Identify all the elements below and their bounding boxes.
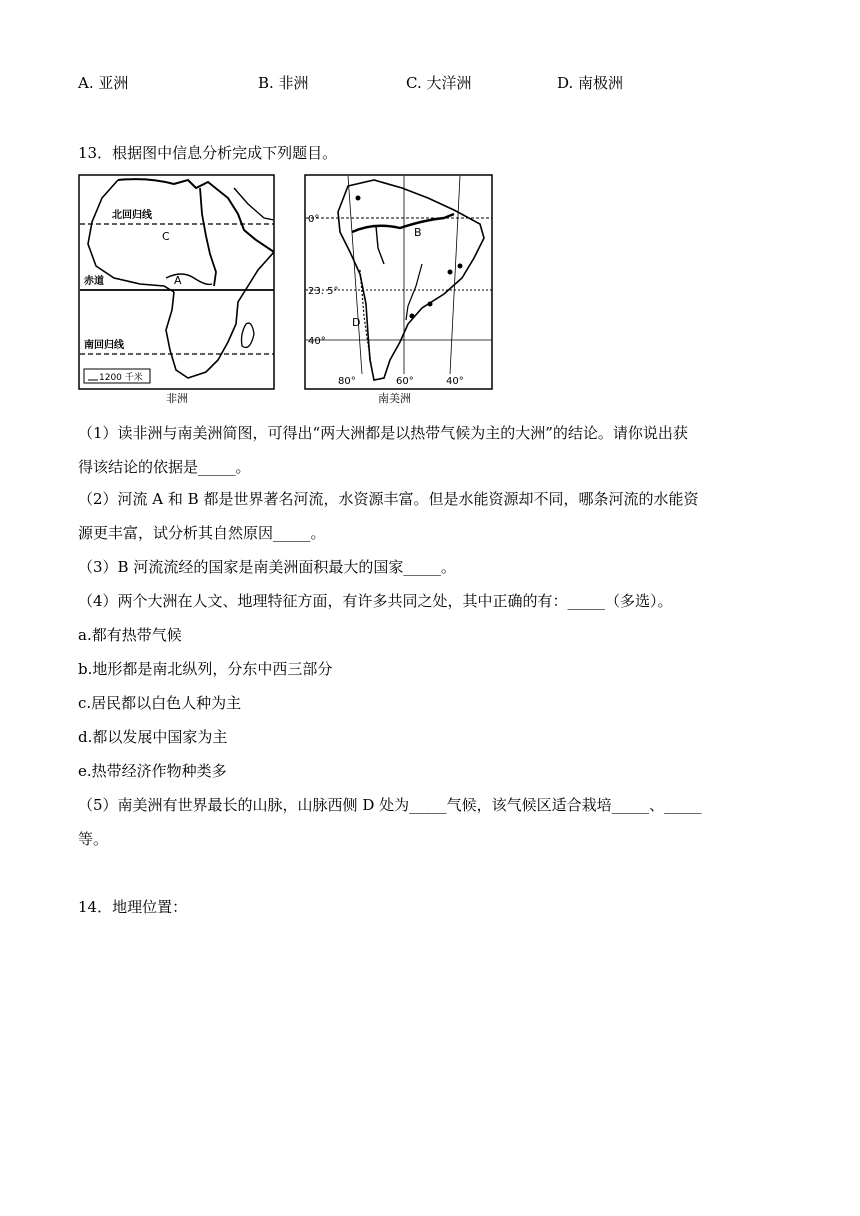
label-b: B	[414, 226, 422, 239]
tropic-south-label: 南回归线	[84, 340, 124, 351]
q13-choice-a[interactable]: a.都有热带气候	[78, 626, 182, 644]
lon-60-label: 60°	[396, 376, 414, 387]
q13-choice-b[interactable]: b.地形都是南北纵列，分东中西三部分	[78, 660, 333, 678]
q13-sub5: （5）南美洲有世界最长的山脉，山脉西侧 D 处为_____气候，该气候区适合栽培_____、_____	[78, 796, 702, 814]
equator-label: 赤道	[84, 276, 104, 287]
option-a[interactable]: A. 亚洲	[78, 74, 129, 92]
scale-label: 1200 千米	[99, 373, 143, 383]
q13-choice-e[interactable]: e.热带经济作物种类多	[78, 762, 227, 780]
lat-40-label: 40°	[308, 336, 326, 347]
q13-choice-c[interactable]: c.居民都以白色人种为主	[78, 694, 242, 712]
q13-sub2: （2）河流 A 和 B 都是世界著名河流，水资源丰富。但是水能资源却不同，哪条河流的水能资	[78, 490, 699, 508]
south-america-map	[304, 174, 494, 406]
africa-map-figure	[78, 174, 276, 390]
south-america-caption: 南美洲	[378, 392, 411, 405]
africa-caption: 非洲	[166, 392, 188, 405]
q12-options	[78, 72, 778, 94]
lat-0-label: 0°	[308, 214, 320, 225]
option-d[interactable]: D. 南极洲	[557, 74, 624, 92]
q13-sub3: （3）B 河流流经的国家是南美洲面积最大的国家_____。	[78, 558, 456, 576]
q13-maps	[78, 174, 498, 406]
q13-sub2-cont: 源更丰富，试分析其自然原因_____。	[78, 524, 326, 542]
option-b[interactable]: B. 非洲	[258, 74, 309, 92]
label-c: C	[162, 230, 170, 243]
south-america-map-figure	[304, 174, 494, 390]
label-d: D	[352, 316, 361, 329]
q13-choice-d[interactable]: d.都以发展中国家为主	[78, 728, 228, 746]
q13-sub1: （1）读非洲与南美洲简图，可得出“两大洲都是以热带气候为主的大洲”的结论。请你说出获	[78, 424, 688, 442]
africa-map	[78, 174, 276, 406]
q13-sub5-cont: 等。	[78, 830, 109, 848]
q13-title: 13．根据图中信息分析完成下列题目。	[78, 144, 338, 162]
q13-sub4: （4）两个大洲在人文、地理特征方面，有许多共同之处，其中正确的有：_____（多选）。	[78, 592, 673, 610]
lat-235-label: 23. 5°	[308, 286, 339, 297]
lon-40-label: 40°	[446, 376, 464, 387]
label-a: A	[174, 274, 182, 287]
q14-title: 14．地理位置：	[78, 898, 188, 916]
lon-80-label: 80°	[338, 376, 356, 387]
tropic-north-label: 北回归线	[112, 210, 152, 221]
option-c[interactable]: C. 大洋洲	[406, 74, 472, 92]
q13-sub1-cont: 得该结论的依据是_____。	[78, 458, 251, 476]
